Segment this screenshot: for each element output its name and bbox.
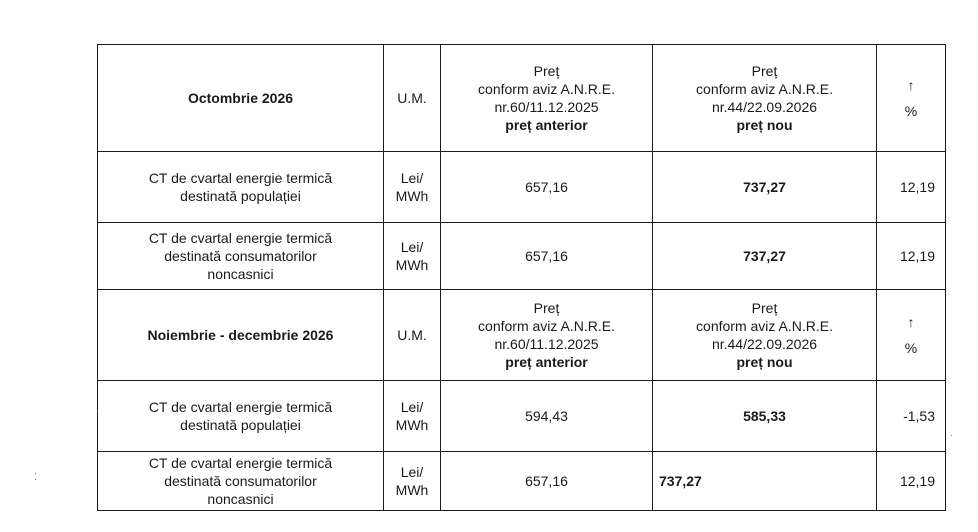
- row-description: CT de cvartal energie termică destinată consumatorilor noncasnici: [98, 452, 384, 511]
- price-table: [97, 44, 946, 511]
- arrow-up-icon: ↑: [907, 77, 915, 93]
- table-row: [98, 223, 946, 290]
- change-percent-header: ↑ %: [877, 290, 946, 381]
- change-percent-header: ↑ %: [877, 45, 946, 152]
- scan-speck: ⁚: [34, 472, 38, 483]
- previous-price-value: 657,16: [441, 152, 653, 223]
- row-description: CT de cvartal energie termică destinată populației: [98, 152, 384, 223]
- change-percent-value: 12,19: [877, 452, 946, 511]
- change-percent-value: -1,53: [877, 381, 946, 452]
- new-price-header: Preț conform aviz A.N.R.E. nr.44/22.09.2026 preț nou: [653, 45, 877, 152]
- um-header: U.M.: [384, 290, 441, 381]
- um-header: U.M.: [384, 45, 441, 152]
- new-price-value: 737,27: [653, 152, 877, 223]
- previous-price-value: 657,16: [441, 452, 653, 511]
- period-label: Octombrie 2026: [98, 45, 384, 152]
- table-row: [98, 452, 946, 511]
- row-unit: Lei/ MWh: [384, 223, 441, 290]
- table-row: [98, 381, 946, 452]
- section-header-row: [98, 45, 946, 152]
- previous-price-header: Preț conform aviz A.N.R.E. nr.60/11.12.2025 preț anterior: [441, 45, 653, 152]
- scan-speck: ·: [96, 406, 100, 417]
- table-row: [98, 152, 946, 223]
- scan-speck: ·: [950, 430, 954, 441]
- previous-price-value: 594,43: [441, 381, 653, 452]
- row-description: CT de cvartal energie termică destinată consumatorilor noncasnici: [98, 223, 384, 290]
- new-price-value: 585,33: [653, 381, 877, 452]
- row-unit: Lei/ MWh: [384, 381, 441, 452]
- new-price-header: Preț conform aviz A.N.R.E. nr.44/22.09.2026 preț nou: [653, 290, 877, 381]
- arrow-up-icon: ↑: [907, 314, 915, 330]
- row-unit: Lei/ MWh: [384, 452, 441, 511]
- section-header-row: [98, 290, 946, 381]
- row-description: CT de cvartal energie termică destinată populației: [98, 381, 384, 452]
- row-unit: Lei/ MWh: [384, 152, 441, 223]
- change-percent-value: 12,19: [877, 223, 946, 290]
- previous-price-header: Preț conform aviz A.N.R.E. nr.60/11.12.2025 preț anterior: [441, 290, 653, 381]
- previous-price-value: 657,16: [441, 223, 653, 290]
- period-label: Noiembrie - decembrie 2026: [98, 290, 384, 381]
- new-price-value: 737,27: [653, 223, 877, 290]
- change-percent-value: 12,19: [877, 152, 946, 223]
- new-price-value: 737,27: [653, 452, 877, 511]
